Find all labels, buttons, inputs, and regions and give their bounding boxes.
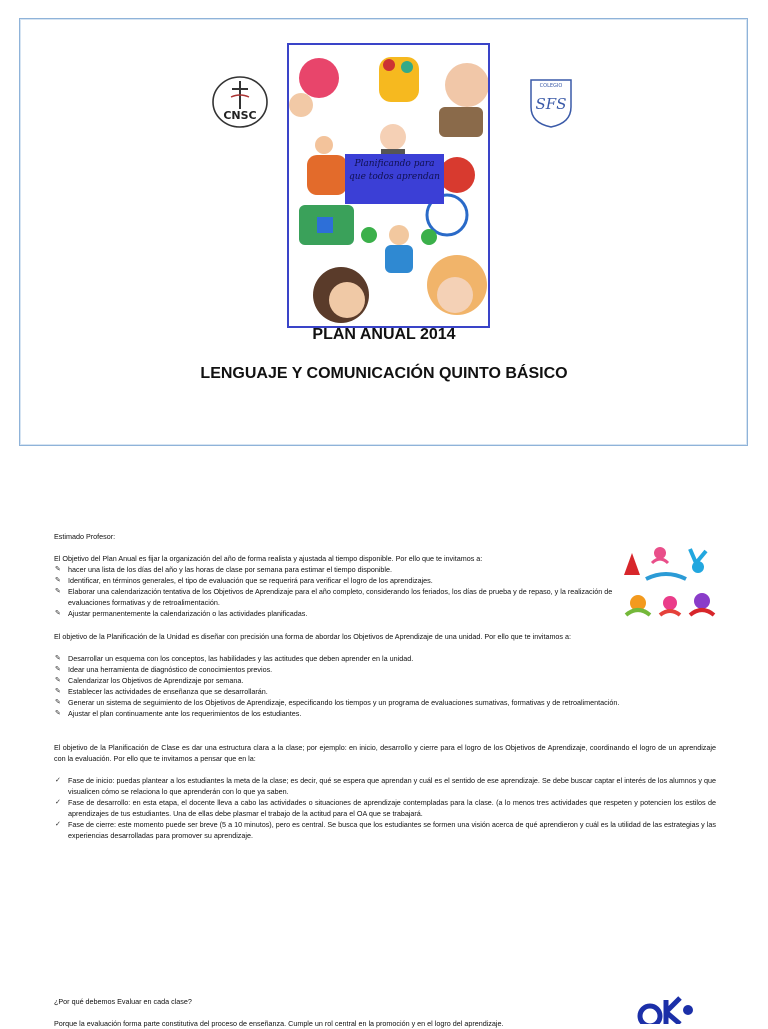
sfs-logo [528,77,574,129]
clase-list [54,775,716,841]
bullet-icon: ✎ [55,566,61,573]
bullet-icon: ✎ [55,588,61,595]
sfs-logo-top-text: COLEGIO [539,83,563,89]
bullet-icon: ✎ [55,677,61,684]
plan-anual-list [54,564,614,619]
bullet-icon: ✎ [55,655,61,662]
plan-title: PLAN ANUAL 2014 [312,326,456,343]
bullet-icon: ✎ [55,710,61,717]
evaluar-paragraph: Porque la evaluación forma parte constitutiva del proceso de enseñanza. Cumple un rol central en la promoción y en el logro del aprendizaje. [54,1019,504,1028]
list-item: ✎ Elaborar una calendarización tentativa de los Objetivos de Aprendizaje para el año completo, considerando los feriados, los días de prueba y de repaso, y la realización de evaluaciones formativas y de retroalimentación. [55,587,613,607]
bullet-icon: ✎ [55,666,61,673]
list-item: ✎ Idear una herramienta de diagnóstico de conocimientos previos. [55,665,273,674]
list-item: ✎ Establecer las actividades de enseñanza que se desarrollarán. [55,687,268,696]
sfs-logo-text: SFS [535,95,567,113]
bullet-icon: ✎ [55,610,61,617]
evaluar-question: ¿Por qué debemos Evaluar en cada clase? [54,997,192,1006]
list-item: ✎ Identificar, en términos generales, el tipo de evaluación que se requerirá para verificar el logro de los aprendizajes. [55,576,433,585]
bullet-icon: ✎ [55,699,61,706]
list-item: ✎ Generar un sistema de seguimiento de los Objetivos de Aprendizaje, especificando los tiempos y un programa de evaluaciones sumativas, formativas y de retroalimentación. [55,698,620,707]
greeting: Estimado Profesor: [54,532,116,541]
check-icon: ✓ [55,777,61,784]
unidad-intro: El objetivo de la Planificación de la Unidad es diseñar con precisión una forma de abordar los Objetivos de Aprendizaje de una unidad. Por ello que te invitamos a: [54,632,572,641]
ok-hand-icon [630,990,710,1024]
bullet-icon: ✎ [55,688,61,695]
list-item: ✎ Ajustar el plan continuamente ante los requerimientos de los estudiantes. [55,709,302,718]
check-icon: ✓ [55,821,61,828]
students-icon [616,545,720,623]
plan-subtitle: LENGUAJE Y COMUNICACIÓN QUINTO BÁSICO [200,365,568,382]
check-icon: ✓ [55,799,61,806]
unidad-list [54,653,716,719]
list-item: ✓ Fase de cierre: este momento puede ser breve (5 a 10 minutos), pero es central. Se busca que los estudiantes se formen una visión acerca de qué aprendieron y cuál es la utilidad de las estrategias y las experiencias desarrolladas para promover su aprendizaje. [55,820,716,840]
list-item: ✓ Fase de inicio: puedas plantear a los estudiantes la meta de la clase; es decir, qué se espera que aprendan y cuál es el sentido de ese aprendizaje. Se debe buscar captar el interés de los alumnos y que visualicen cómo se relaciona lo que aprenderán con lo que ya saben. [55,776,716,796]
cnsc-logo [211,75,269,129]
bullet-icon: ✎ [55,577,61,584]
cnsc-logo-text: CNSC [223,109,257,122]
list-item: ✎ Desarrollar un esquema con los conceptos, las habilidades y las actitudes que deben aprender en la unidad. [55,654,414,663]
list-item: ✎ Ajustar permanentemente la calendarización o las actividades planificadas. [55,609,308,618]
clase-intro: El objetivo de la Planificación de Clase es dar una estructura clara a la clase; por ejemplo: en inicio, desarrollo y cierre para el logro de los Objetivos de Aprendizaje, coordinando el logro de un aprendizaje con la evaluación. Por ello que te invitamos a pensar que en la: [54,743,716,763]
plan-anual-intro: El Objetivo del Plan Anual es fijar la organización del año de forma realista y ajustada al tiempo disponible. Por ello que te invitamos a: [54,554,483,563]
list-item: ✎ Calendarizar los Objetivos de Aprendizaje por semana. [55,676,244,685]
list-item: ✎ hacer una lista de los días del año y las horas de clase por semana para estimar el tiempo disponible. [55,565,393,574]
list-item: ✓ Fase de desarrollo: en esta etapa, el docente lleva a cabo las actividades o situaciones de aprendizaje contempladas para la clase. (a lo menos tres actividades que respeten y potencien los estilos de aprendizajes de tus estudiantes. Una de ellas debe plasmar el trabajo de la actitud para el OA que se trabajará. [55,798,716,818]
cover-banner: Planificando para que todos aprendan [345,154,444,204]
